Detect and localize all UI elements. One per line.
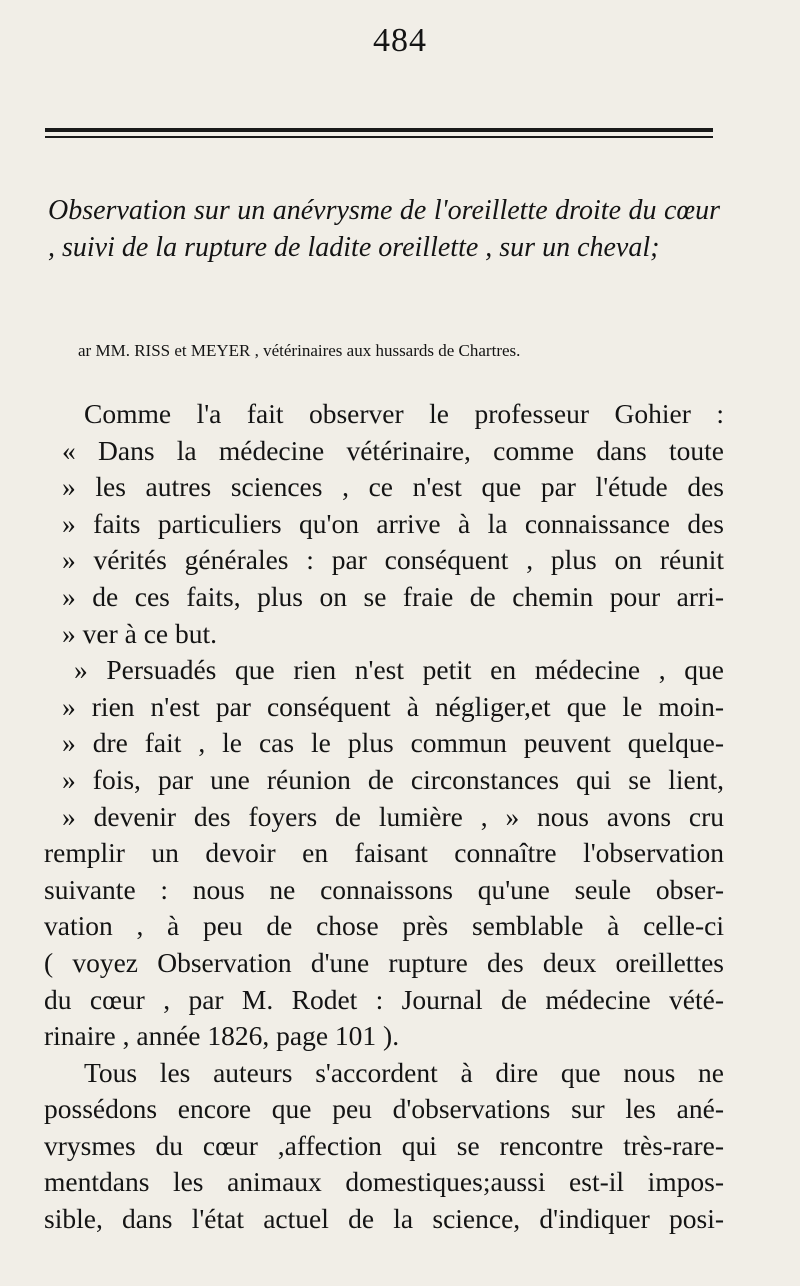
article-title: Observation sur un anévrysme de l'oreillette droite du cœur , suivi de la rupture de ladite oreillette , sur un cheval; xyxy=(48,195,720,263)
text-line: Comme l'a fait observer le professeur Gohier : xyxy=(84,398,724,429)
text-line: » de ces faits, plus on se fraie de chemin pour arri- xyxy=(62,580,724,612)
header-rule-thin xyxy=(45,136,713,138)
text-line: ( voyez Observation d'une rupture des deux oreillettes xyxy=(44,946,724,978)
page-number: 484 xyxy=(373,22,427,59)
text-line: » fois, par une réunion de circonstances qui se lient, xyxy=(62,763,724,795)
text-line: possédons encore que peu d'observations sur les ané- xyxy=(44,1093,724,1125)
text-line: suivante : nous ne connaissons qu'une seule obser- xyxy=(44,873,724,905)
article-author: ar MM. RISS et MEYER , vétérinaires aux hussards de Chartres. xyxy=(78,341,521,360)
text-line: rinaire , année 1826, page 101 ). xyxy=(44,1020,400,1052)
text-line: » rien n'est par conséquent à négliger,et que le moin- xyxy=(62,690,724,722)
text-line: » les autres sciences , ce n'est que par l'étude des xyxy=(62,471,724,503)
text-line: » ver à ce but. xyxy=(62,617,217,649)
text-line: » vérités générales : par conséquent , plus on réunit xyxy=(62,544,724,576)
text-line: » faits particuliers qu'on arrive à la connaissance des xyxy=(62,507,724,539)
text-line: remplir un devoir en faisant connaître l'observation xyxy=(44,837,724,869)
article-body xyxy=(44,396,724,1238)
text-line: du cœur , par M. Rodet : Journal de médecine vété- xyxy=(44,983,724,1015)
header-rule-thick xyxy=(45,128,713,132)
text-line: sible, dans l'état actuel de la science, d'indiquer posi- xyxy=(44,1203,724,1235)
text-line: vation , à peu de chose près semblable à celle-ci xyxy=(44,910,724,942)
text-line: Tous les auteurs s'accordent à dire que nous ne xyxy=(84,1056,724,1088)
text-line: » Persuadés que rien n'est petit en médecine , que xyxy=(74,654,724,686)
text-line: » devenir des foyers de lumière , » nous avons cru xyxy=(62,800,724,832)
text-line: vrysmes du cœur ,affection qui se rencontre très-rare- xyxy=(44,1129,724,1161)
text-line: » dre fait , le cas le plus commun peuvent quelque- xyxy=(62,727,724,759)
text-line: « Dans la médecine vétérinaire, comme dans toute xyxy=(62,434,724,466)
text-line: mentdans les animaux domestiques;aussi est-il impos- xyxy=(44,1166,724,1198)
